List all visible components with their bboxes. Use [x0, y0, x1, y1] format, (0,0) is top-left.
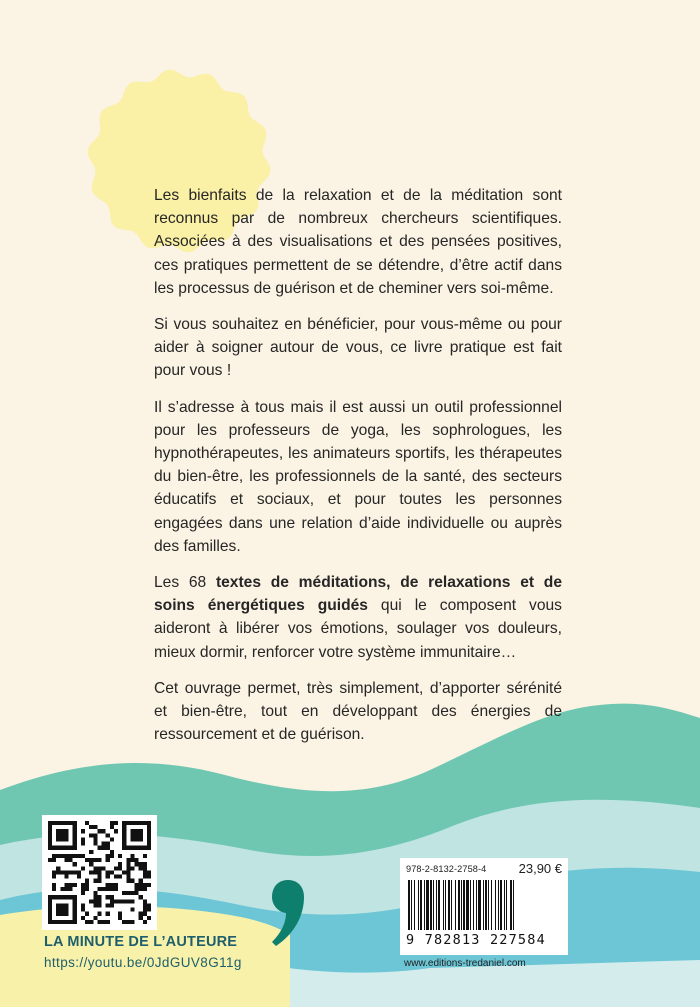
barcode-panel: [400, 858, 568, 955]
qr-code[interactable]: [42, 815, 157, 930]
author-video-link[interactable]: https://youtu.be/0JdGUV8G11g: [44, 955, 242, 970]
comma-logo-icon: [270, 880, 306, 948]
blurb-paragraph-4: [154, 571, 562, 664]
blurb-paragraph-3: Il s’adresse à tous mais il est aussi un outil professionnel pour les professeurs de yoga, les sophrologues, les hypnothérapeutes, les animateurs sportifs, les thérapeutes du bien-être, les professionnels de la santé, des secteurs éducatifs et sociaux, et pour toutes les personnes engagées dans une relation d’aide individuelle ou auprès des familles.: [154, 398, 562, 555]
publisher-website[interactable]: www.editions-tredaniel.com: [404, 958, 526, 969]
blurb-p4-intro: Les 68: [154, 574, 216, 592]
isbn-number: 978-2-8132-2758-4: [406, 864, 487, 874]
blurb-text: [154, 184, 562, 759]
barcode-digits: 9 782813 227584: [406, 932, 546, 948]
blurb-p4-highlight: textes de méditations, de relaxations et de soins énergétiques guidés: [154, 574, 562, 615]
blurb-paragraph-5: Cet ouvrage permet, très simplement, d’apporter sérénité et bien-être, tout en développant des énergies de ressourcement et de guérison.: [154, 679, 562, 744]
blurb-paragraph-2: Si vous souhaitez en bénéficier, pour vous-même ou pour aider à soigner autour de vous, ce livre pratique est fait pour vous !: [154, 316, 562, 380]
blurb-paragraph-1: Les bienfaits de la relaxation et de la méditation sont reconnus par de nombreux chercheurs scientifiques. Associées à des visualisations et des pensées positives, ces pratiques permettent de se détendre, d’être actif dans les processus de guérison et de cheminer vers soi-même.: [154, 187, 562, 297]
qr-code-icon: [48, 821, 151, 924]
blurb-p4-rest: qui le composent vous aideront à libérer vos émotions, soulager vos douleurs, mieux dormir, renforcer votre système immunitaire…: [154, 597, 562, 661]
barcode-bars: [408, 880, 560, 932]
author-minute-label: LA MINUTE DE L’AUTEURE: [44, 934, 238, 950]
book-price: 23,90 €: [518, 861, 562, 876]
